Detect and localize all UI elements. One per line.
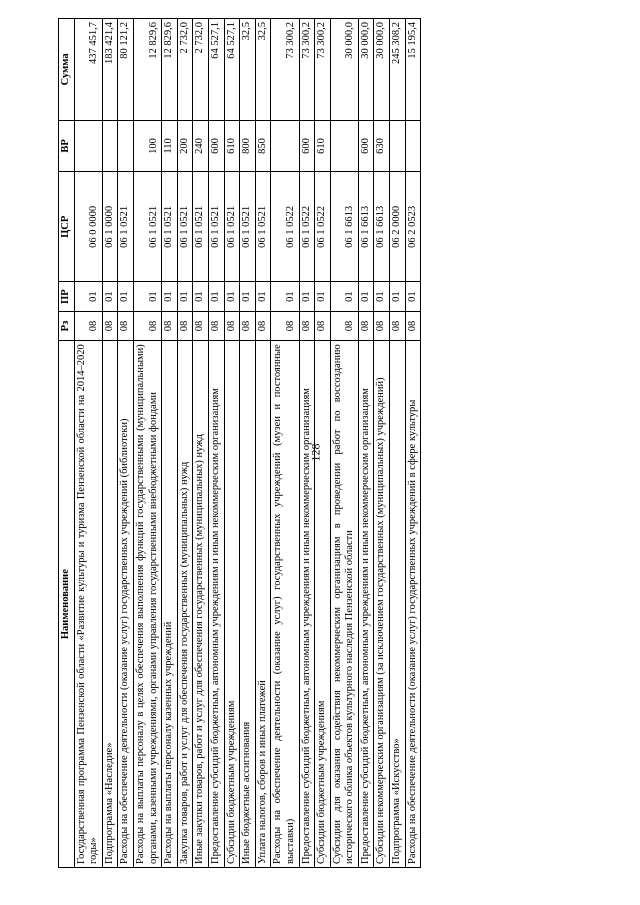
table-row (255, 19, 271, 868)
table-row (358, 19, 374, 868)
cell-vr: 800 (240, 120, 256, 171)
cell-pr: 01 (330, 282, 358, 311)
cell-sum: 245 308,2 (390, 19, 406, 121)
cell-pr: 01 (374, 282, 390, 311)
rotated-table-container (58, 18, 421, 868)
cell-name: Иные бюджетные ассигнования (240, 341, 256, 868)
cell-vr: 240 (193, 120, 209, 171)
cell-name: Субсидии бюджетным учреждениям (224, 341, 240, 868)
cell-pr: 01 (118, 282, 134, 311)
cell-vr: 200 (177, 120, 193, 171)
cell-sum: 73 300,2 (315, 19, 331, 121)
table-row (240, 19, 256, 868)
cell-sum: 2 732,0 (193, 19, 209, 121)
table-row (74, 19, 102, 868)
cell-vr: 600 (299, 120, 315, 171)
cell-pr: 01 (390, 282, 406, 311)
cell-name: Расходы на обеспечение деятельности (оказание услуг) государственных учреждений в сфере культуры (405, 341, 421, 868)
cell-vr (118, 120, 134, 171)
table-row (299, 19, 315, 868)
cell-vr (271, 120, 299, 171)
cell-csr: 06 1 0521 (224, 172, 240, 282)
cell-csr: 06 0 0000 (74, 172, 102, 282)
cell-rz: 08 (374, 311, 390, 340)
cell-vr (102, 120, 118, 171)
cell-rz: 08 (255, 311, 271, 340)
page-number: 128 (308, 443, 323, 462)
cell-sum: 64 527,1 (208, 19, 224, 121)
cell-rz: 08 (315, 311, 331, 340)
cell-name: Субсидии некоммерческим организациям (за исключением государственных (муниципальных) учреждений) (374, 341, 390, 868)
cell-name: Государственная программа Пензенской области «Развитие культуры и туризма Пензенской области на 2014–2020 годы» (74, 341, 102, 868)
cell-csr: 06 1 0521 (177, 172, 193, 282)
cell-rz: 08 (271, 311, 299, 340)
cell-vr: 610 (224, 120, 240, 171)
cell-rz: 08 (405, 311, 421, 340)
cell-csr: 06 1 0521 (133, 172, 161, 282)
cell-rz: 08 (133, 311, 161, 340)
cell-csr: 06 1 0521 (193, 172, 209, 282)
cell-pr: 01 (133, 282, 161, 311)
table-header-row (59, 19, 75, 868)
table-row (390, 19, 406, 868)
table-row (330, 19, 358, 868)
cell-vr: 600 (208, 120, 224, 171)
cell-rz: 08 (118, 311, 134, 340)
cell-rz: 08 (358, 311, 374, 340)
cell-csr: 06 1 0522 (315, 172, 331, 282)
cell-pr: 01 (405, 282, 421, 311)
cell-name: Расходы на обеспечение деятельности (оказание услуг) государственных учреждений (библиотеки) (118, 341, 134, 868)
cell-sum: 80 121,2 (118, 19, 134, 121)
header-csr: ЦСР (59, 172, 75, 282)
cell-sum: 30 000,0 (374, 19, 390, 121)
cell-rz: 08 (74, 311, 102, 340)
table-row (374, 19, 390, 868)
cell-sum: 15 195,4 (405, 19, 421, 121)
cell-name: Иные закупки товаров, работ и услуг для обеспечения государственных (муниципальных) нужд (193, 341, 209, 868)
cell-rz: 08 (208, 311, 224, 340)
cell-pr: 01 (74, 282, 102, 311)
table-row (177, 19, 193, 868)
cell-sum: 30 000,0 (358, 19, 374, 121)
cell-csr: 06 1 0521 (208, 172, 224, 282)
cell-pr: 01 (271, 282, 299, 311)
cell-vr: 630 (374, 120, 390, 171)
budget-table (58, 18, 421, 868)
cell-csr: 06 1 6613 (330, 172, 358, 282)
cell-sum: 12 829,6 (133, 19, 161, 121)
cell-sum: 183 421,4 (102, 19, 118, 121)
cell-pr: 01 (358, 282, 374, 311)
table-row (133, 19, 161, 868)
cell-rz: 08 (240, 311, 256, 340)
table-row (208, 19, 224, 868)
cell-sum: 32,5 (240, 19, 256, 121)
cell-sum: 64 527,1 (224, 19, 240, 121)
cell-name: Закупка товаров, работ и услуг для обеспечения государственных (муниципальных) нужд (177, 341, 193, 868)
cell-sum: 32,5 (255, 19, 271, 121)
cell-sum: 2 732,0 (177, 19, 193, 121)
table-row (162, 19, 178, 868)
cell-name: Субсидии бюджетным учреждениям (315, 341, 331, 868)
cell-name: Предоставление субсидий бюджетным, автономным учреждениям и иным некоммерческим организациям (299, 341, 315, 868)
cell-vr: 850 (255, 120, 271, 171)
cell-rz: 08 (390, 311, 406, 340)
cell-pr: 01 (299, 282, 315, 311)
cell-pr: 01 (315, 282, 331, 311)
cell-vr: 100 (133, 120, 161, 171)
cell-rz: 08 (177, 311, 193, 340)
header-vr: ВР (59, 120, 75, 171)
cell-csr: 06 2 0523 (405, 172, 421, 282)
cell-pr: 01 (224, 282, 240, 311)
cell-csr: 06 1 0521 (255, 172, 271, 282)
cell-rz: 08 (330, 311, 358, 340)
header-pr: ПР (59, 282, 75, 311)
cell-pr: 01 (255, 282, 271, 311)
cell-sum: 12 829,6 (162, 19, 178, 121)
cell-vr: 600 (358, 120, 374, 171)
cell-pr: 01 (193, 282, 209, 311)
cell-pr: 01 (162, 282, 178, 311)
cell-vr (330, 120, 358, 171)
cell-name: Уплата налогов, сборов и иных платежей (255, 341, 271, 868)
cell-csr: 06 1 6613 (374, 172, 390, 282)
table-row (224, 19, 240, 868)
cell-csr: 06 1 0522 (299, 172, 315, 282)
cell-rz: 08 (224, 311, 240, 340)
cell-vr: 110 (162, 120, 178, 171)
cell-vr (405, 120, 421, 171)
cell-csr: 06 1 0000 (102, 172, 118, 282)
cell-name: Субсидии для оказания содействия некоммерческим организациям в проведении работ по воссозданию исторического облика объектов культурного наследия Пензенской области (330, 341, 358, 868)
cell-vr (74, 120, 102, 171)
table-row (193, 19, 209, 868)
cell-vr: 610 (315, 120, 331, 171)
cell-sum: 437 451,7 (74, 19, 102, 121)
cell-name: Расходы на выплаты персоналу в целях обеспечения выполнения функций государственными (муниципальными) органами, казенными учреждениями, органами управления государственными внебюджетными фондами (133, 341, 161, 868)
cell-pr: 01 (177, 282, 193, 311)
table-row (271, 19, 299, 868)
header-name: Наименование (59, 341, 75, 868)
cell-rz: 08 (299, 311, 315, 340)
table-row (102, 19, 118, 868)
cell-rz: 08 (193, 311, 209, 340)
cell-csr: 06 1 6613 (358, 172, 374, 282)
header-rz: Рз (59, 311, 75, 340)
cell-vr (390, 120, 406, 171)
cell-csr: 06 1 0521 (240, 172, 256, 282)
cell-name: Подпрограмма «Наследие» (102, 341, 118, 868)
cell-csr: 06 1 0521 (118, 172, 134, 282)
cell-name: Расходы на обеспечение деятельности (оказание услуг) государственных учреждений (музеи и постоянные выставки) (271, 341, 299, 868)
table-row (405, 19, 421, 868)
cell-csr: 06 1 0521 (162, 172, 178, 282)
cell-csr: 06 2 0000 (390, 172, 406, 282)
cell-sum: 30 000,0 (330, 19, 358, 121)
cell-pr: 01 (208, 282, 224, 311)
cell-sum: 73 300,2 (271, 19, 299, 121)
cell-rz: 08 (102, 311, 118, 340)
table-row (315, 19, 331, 868)
cell-sum: 73 300,2 (299, 19, 315, 121)
cell-rz: 08 (162, 311, 178, 340)
cell-pr: 01 (240, 282, 256, 311)
cell-name: Предоставление субсидий бюджетным, автономным учреждениям и иным некоммерческим организациям (358, 341, 374, 868)
table-row (118, 19, 134, 868)
cell-name: Расходы на выплаты персоналу казенных учреждений (162, 341, 178, 868)
cell-csr: 06 1 0522 (271, 172, 299, 282)
header-sum: Сумма (59, 19, 75, 121)
cell-name: Подпрограмма «Искусство» (390, 341, 406, 868)
cell-pr: 01 (102, 282, 118, 311)
cell-name: Предоставление субсидий бюджетным, автономным учреждениям и иным некоммерческим организациям (208, 341, 224, 868)
